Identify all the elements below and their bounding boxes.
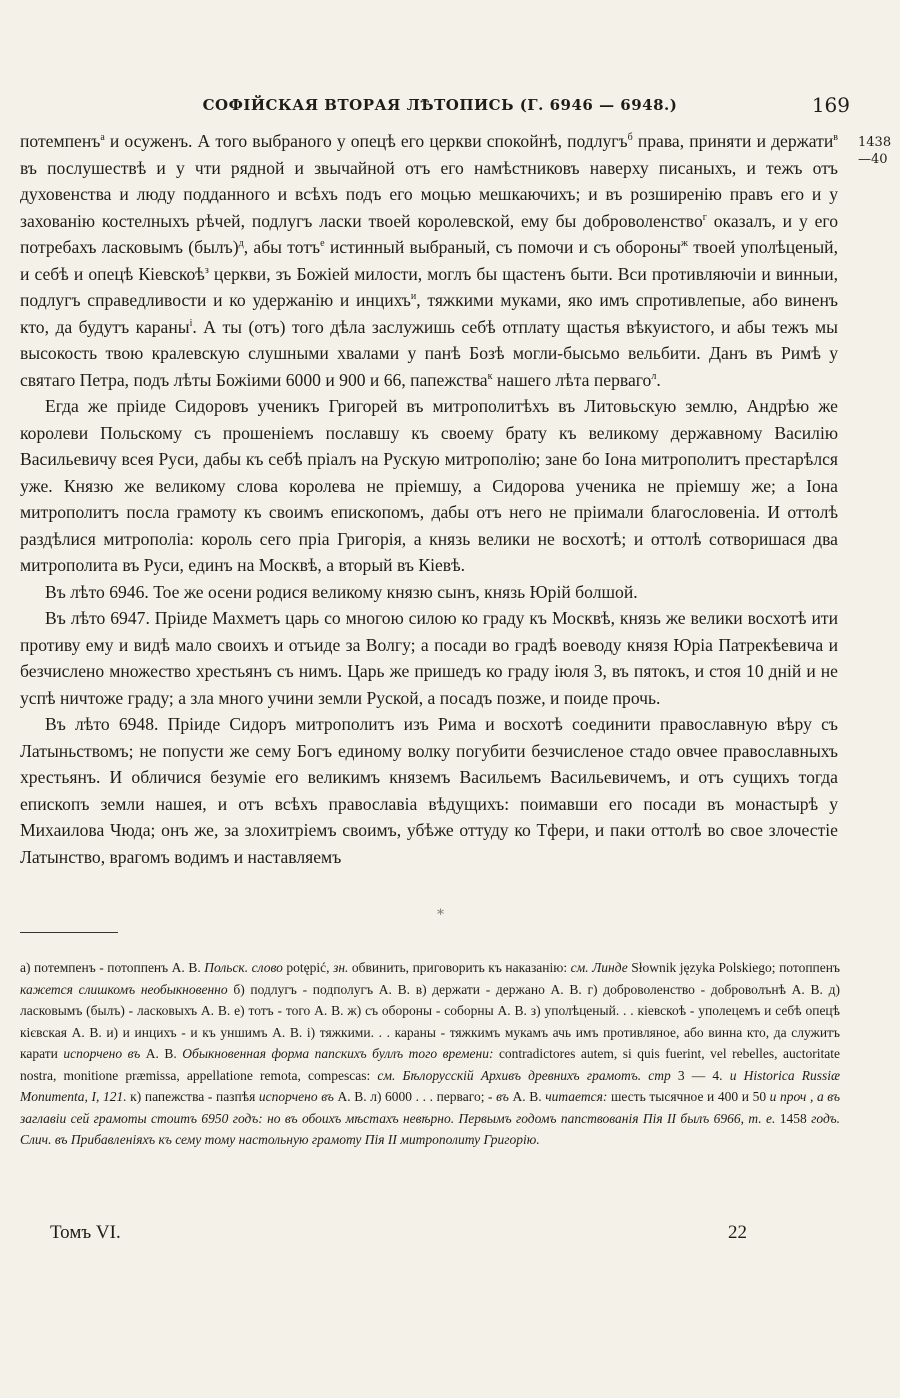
header-title: СОФІЙСКАЯ ВТОРАЯ ЛѢТОПИСЬ (Г. 6946 — 6948.) — [202, 96, 678, 114]
note-run: , — [740, 1110, 749, 1126]
note-run-italic: т. е. — [748, 1110, 776, 1126]
text-run: потемпенъ — [20, 131, 101, 151]
margin-year-end: —40 — [858, 152, 888, 167]
footnote-mark: л — [651, 370, 657, 382]
text-run: въ послушествѣ и у чти рядной и звычайной отъ его намѣстниковъ наверху писаныхъ, и тежъ отъ духовенства и люду подданного и всѣхъ подъ его моцью мешкаючихъ; и въ розширенію правъ его и у захованію костелныхъ рѣчей, подлугъ ласки твоей королевской, ему бы доброволенство — [20, 157, 838, 231]
note-run: к) папежства - пазпѣя — [126, 1089, 259, 1104]
text-run: церкви, зъ Божіей милости, моглъ бы щастенъ быти. Вси противляючіи и винныи, подлугъ справедливости и ко удержанію и инцихъ — [20, 263, 839, 310]
footnote-mark: к — [487, 370, 493, 382]
text-run: , тяжкими муками, яко имъ спротивлепые, або виненъ кто, да будутъ караны — [20, 290, 838, 337]
note-run: а) потемпенъ - потоппенъ А. В. — [20, 960, 205, 975]
margin-year-start: 1438 — [858, 135, 892, 150]
footnote-mark: ж — [680, 238, 688, 250]
margin-years — [858, 134, 898, 168]
note-run-italic: испорчено въ — [258, 1089, 334, 1104]
note-run: А. В. — [508, 1089, 546, 1104]
note-run-italic: въ — [496, 1089, 509, 1104]
volume-label: Томъ VI. — [50, 1222, 121, 1243]
note-run: А. В. л) 6000 . . . перваго; - — [333, 1089, 497, 1104]
note-run: potępić, — [282, 960, 334, 975]
text-run: . — [656, 369, 661, 390]
note-run: шесть тысячное и 400 и 50 — [607, 1089, 770, 1104]
note-run-italic: см. Бѣлорусскій Архивъ древнихъ грамотъ. стр — [377, 1067, 671, 1083]
paragraph-grigoriy: Егда же пріиде Сидоровъ ученикъ Григорей въ митрополитѣхъ въ Литовьскую землю, Андрѣю же королеви Польскому съ прошеніемъ пославшу къ своему брату къ великому державному Василію Васильевичу всея Руси, дабы къ себѣ пріалъ на Рускую митрополію; зане бо Іона митрополитъ престарѣлся уже. Князю же великому слова королева не пріемшу, а Сидорова ученика не пріемшу же; а Іона митрополитъ посла грамоту къ своимъ епископомъ, дабы отъ него не пріимали благословеніа. И оттолѣ раздѣлися митрополіа: король сего пріа Григорія, а князь велики не восхотѣ; и оттолѣ сотворишася два митрополита въ Руси, единъ на Москвѣ, а вторый въ Кіевѣ. — [20, 396, 838, 575]
paragraph-6946: Въ лѣто 6946. Тое же осени родися великому князю сынъ, князь Юрій болшой. — [45, 581, 638, 602]
section-mark: * — [437, 907, 444, 923]
note-run: contradictores autem, si quis fuerint, vel rebelles, auctoritate nostra, monitione præmissa, appellatione remota, compescas: — [20, 1046, 840, 1083]
text-run: истинный выбраный, съ помочи и съ обороны — [329, 237, 681, 257]
note-run: обвинить, приговорить къ наказанію: — [348, 960, 571, 975]
signature-number: 22 — [728, 1222, 747, 1243]
note-run-italic: см. Линде — [570, 960, 628, 975]
note-run: 1458 — [775, 1110, 812, 1126]
text-run: оказалъ, и у его потребахъ ласковымъ (былъ) — [20, 210, 839, 257]
footnote-mark: в — [833, 132, 838, 144]
note-run-italic: и Historica Russiæ Monumenta, I, 121. — [20, 1067, 841, 1104]
footnote-rule — [20, 932, 118, 933]
footnote-mark: г — [702, 211, 707, 223]
note-run: 3 — 4. — [670, 1067, 730, 1083]
note-run-italic: читается: — [545, 1089, 608, 1104]
footnote-mark: и — [410, 291, 417, 303]
footnote-mark: а — [100, 132, 105, 144]
note-run: А. В. — [140, 1046, 183, 1061]
text-run: , абы тотъ — [243, 237, 321, 257]
note-run: б) подлугъ - подполугъ А. В. в) держати - держано А. В. г) доброволенство - доброволънѣ А. В. д) ласковымъ (былъ) - ласковыхъ А. В. е) тотъ - того А. В. ж) съ обороны - соборны А. В. з) уполѣценый. . . кіевскоѣ - уполецемъ и себѣ опецѣ кієвская А. В. и) и инцихъ - и къ уншимъ А. В. і) тяжкими. . . караны - тяжкимъ мукамъ ачь имъ противляное, або винна кто, да служитъ карати — [20, 981, 840, 1061]
paragraph-6948: Въ лѣто 6948. Пріиде Сидоръ митрополитъ изъ Рима и восхотѣ соединити православную вѣру съ Латыньствомъ; не попусти же сему Богъ единому волку погубити безчисленое стадо овчее православныхъ хрестьянъ. И обличися безуміе его великимъ княземъ Васильемъ Васильевичемъ, и отъ сущихъ тогда епископъ земли нашея, и отъ всѣхъ православіа вѣдущихъ: поимавши его посади въ монастырѣ у Михаилова Чюда; онъ же, за злохитріемъ своимъ, убѣже оттуду ко Тфери, и паки оттолѣ во свое злочестіе Латынство, врагомъ водимъ и наставляемъ — [20, 714, 838, 867]
note-run-italic: зн. — [333, 960, 349, 975]
footnote-mark: д — [238, 238, 244, 250]
text-run: права, приняти и держати — [637, 131, 834, 151]
note-run-italic: и проч , а въ заглавіи сей грамоты стоитъ 6950 годъ: но въ обоихъ мѣстахъ невѣрно. Первымъ годомъ папствованія Пія II былъ 6966 — [20, 1089, 840, 1126]
paragraph-6947: Въ лѣто 6947. Пріиде Махметъ царь со многою силою ко граду къ Москвѣ, князь же велики восхотѣ ити противу ему и видѣ мало своихъ и отъиде за Волгу; а посади во градѣ воеводу князя Юріа Патрекѣевича и безчислено множество хрестьянъ съ нимъ. Царь же пришедъ ко граду іюля 3, въ пятокъ, и стоя 10 днiй и не успѣ ничтоже граду; а зла много учини земли Руской, а посадъ позже, и поиде прочь. — [20, 608, 838, 708]
text-run: нашего лѣта перваго — [496, 369, 652, 390]
text-run: . А ты (отъ) того дѣла заслужишь себѣ отплату щастья вѣкуистого, и абы тежъ мы высокость твою кралевскую слушными хвалами у панѣ Бозѣ могли-бысьмо вельбити. Данъ въ Римѣ у святаго Петра, подъ лѣты Божіими 6000 и 900 и 66, папежства — [20, 316, 838, 390]
text-run: и осуженъ. А того выбраного у опецѣ его церкви спокойнѣ, подлугъ — [109, 131, 628, 151]
text-run: твоей уполѣценый, и себѣ и опецѣ Кіевскоѣ — [20, 237, 838, 284]
footnote-mark: з — [204, 264, 209, 276]
page-footer — [20, 1222, 860, 1248]
note-run-italic: Польск. слово — [204, 960, 283, 975]
footnote-mark: і — [189, 317, 193, 329]
page-number: 169 — [811, 93, 850, 117]
footnote-mark: е — [320, 238, 325, 250]
paragraph-letter — [20, 128, 838, 393]
footnotes — [20, 957, 840, 1151]
note-run-italic: годъ. Слич. въ Прибавленіяхъ къ сему тому настольную грамоту Пія II митрополиту Григорію. — [20, 1110, 841, 1147]
main-text — [20, 128, 838, 870]
running-header — [20, 93, 860, 126]
note-run-italic: кажется слишкомъ необыкновенно — [20, 981, 228, 997]
note-run: Słownik języka Polskiego; потоппенъ — [627, 960, 840, 975]
note-run-italic: испорчено въ — [63, 1046, 141, 1061]
footnote-mark: б — [627, 132, 633, 144]
note-run-italic: Обыкновенная форма папскихъ буллъ того времени: — [182, 1046, 494, 1061]
